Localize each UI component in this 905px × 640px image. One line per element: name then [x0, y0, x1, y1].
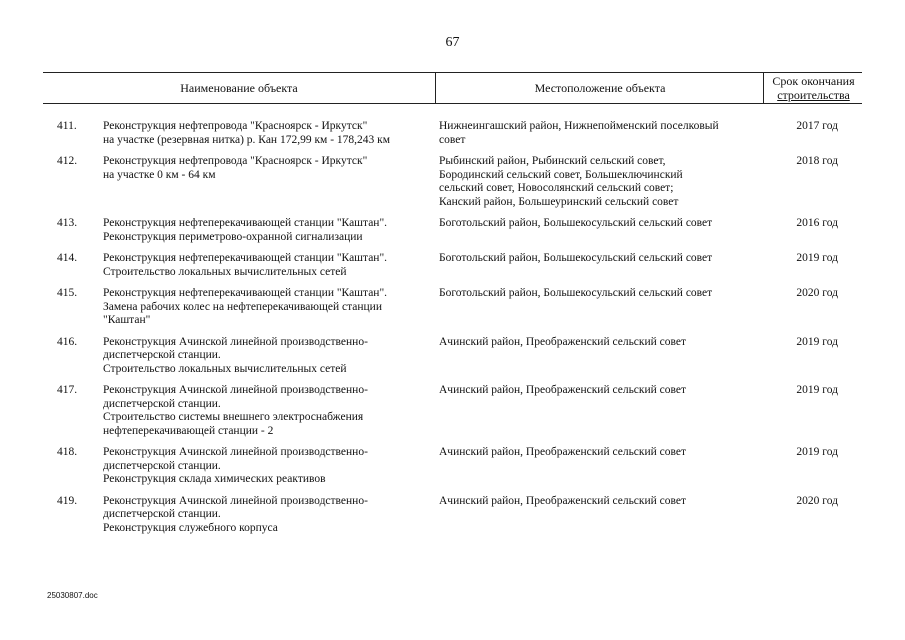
row-number: 415. — [57, 287, 78, 299]
row-object-name: Реконструкция Ачинской линейной производственно- диспетчерской станции. Строительство системы внешнего электроснабжения нефтеперекачивающей станции - 2 — [103, 384, 368, 437]
row-term: 2020 год — [796, 287, 838, 299]
table-row — [43, 495, 862, 536]
row-number: 412. — [57, 155, 78, 167]
table-row — [43, 217, 862, 244]
row-location: Рыбинский район, Рыбинский сельский совет, Бородинский сельский совет, Большеключинский сельский совет, Новосолянский сельский совет; Канский район, Большеуринский сельский совет — [439, 155, 683, 208]
row-term: 2019 год — [796, 252, 838, 264]
row-term: 2017 год — [796, 120, 838, 132]
row-object-name: Реконструкция нефтеперекачивающей станции "Каштан". Строительство локальных вычислительных сетей — [103, 252, 388, 278]
table-row — [43, 384, 862, 438]
row-term: 2020 год — [796, 494, 838, 507]
row-location: Ачинский район, Преображенский сельский совет — [439, 335, 687, 348]
row-number: 418. — [57, 446, 78, 458]
row-location: Боготольский район, Большекосульский сельский совет — [439, 287, 713, 299]
row-term: 2019 год — [796, 384, 838, 396]
row-location: Боготольский район, Большекосульский сельский совет — [439, 252, 713, 264]
row-object-name: Реконструкция Ачинской линейной производственно- диспетчерской станции. Реконструкция склада химических реактивов — [103, 446, 368, 485]
row-object-name: Реконструкция нефтеперекачивающей станции "Каштан". Реконструкция периметрово-охранной сигнализации — [103, 217, 388, 243]
page-number: 67 — [445, 35, 460, 50]
row-location: Боготольский район, Большекосульский сельский совет — [439, 217, 713, 229]
footer-filename: 25030807.doc — [47, 591, 98, 600]
row-object-name: Реконструкция нефтепровода "Красноярск - Иркутск" на участке 0 км - 64 км — [103, 155, 368, 181]
table-row — [43, 446, 862, 487]
row-number: 411. — [57, 120, 77, 132]
header-object-name: Наименование объекта — [180, 81, 298, 95]
row-term: 2019 год — [796, 335, 838, 348]
header-completion-term — [763, 73, 863, 103]
row-object-name: Реконструкция нефтеперекачивающей станции "Каштан". Замена рабочих колес на нефтеперекачивающей станции "Каштан" — [103, 287, 388, 326]
table-row — [43, 120, 862, 147]
row-number: 416. — [57, 335, 78, 348]
table-body — [43, 120, 862, 543]
row-location: Ачинский район, Преображенский сельский совет — [439, 446, 687, 458]
table-row — [43, 155, 862, 209]
row-location: Нижнеингашский район, Нижнепойменский поселковый совет — [439, 120, 719, 146]
row-number: 417. — [57, 384, 78, 396]
table-row — [43, 336, 862, 377]
row-location: Ачинский район, Преображенский сельский совет — [439, 384, 687, 396]
row-object-name: Реконструкция нефтепровода "Красноярск - Иркутск" на участке (резервная нитка) р. Кан 172,99 км - 178,243 км — [103, 120, 391, 146]
row-term: 2019 год — [796, 446, 838, 458]
row-number: 414. — [57, 252, 78, 264]
row-number: 419. — [57, 494, 78, 507]
row-location: Ачинский район, Преображенский сельский совет — [439, 494, 687, 507]
header-term-line2: строительства — [777, 88, 850, 102]
table-row — [43, 252, 862, 279]
header-object-location: Местоположение объекта — [435, 73, 764, 103]
row-number: 413. — [57, 217, 78, 229]
row-term: 2016 год — [796, 217, 838, 229]
table-header — [43, 72, 862, 104]
table-row — [43, 287, 862, 328]
row-object-name: Реконструкция Ачинской линейной производственно- диспетчерской станции. Реконструкция служебного корпуса — [103, 494, 368, 534]
row-term: 2018 год — [796, 155, 838, 167]
row-object-name: Реконструкция Ачинской линейной производственно- диспетчерской станции. Строительство локальных вычислительных сетей — [103, 335, 368, 375]
header-term-line1: Срок окончания — [772, 74, 855, 88]
